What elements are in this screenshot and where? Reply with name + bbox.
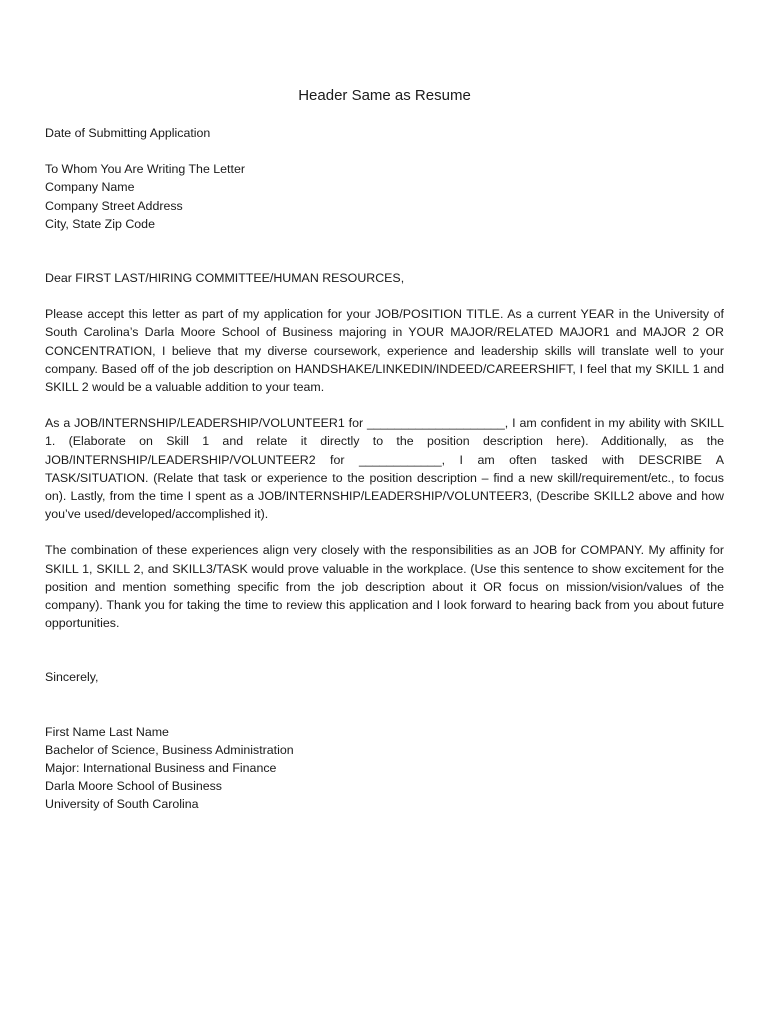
closing-line: Sincerely,: [45, 670, 99, 685]
signature-school: Darla Moore School of Business: [45, 779, 222, 794]
signature-major: Major: International Business and Finance: [45, 761, 277, 776]
signature-name: First Name Last Name: [45, 724, 169, 739]
closing: [45, 668, 724, 686]
recipient-city: City, State Zip Code: [45, 216, 155, 231]
signature-block: [45, 723, 724, 814]
recipient-name: To Whom You Are Writing The Letter: [45, 162, 245, 177]
recipient-company: Company Name: [45, 180, 135, 195]
recipient-address: [45, 160, 724, 233]
date-line: [45, 124, 724, 142]
paragraph-conclusion: The combination of these experiences align very closely with the responsibilities as an JOB for COMPANY. My affinity for SKILL 1, SKILL 2, and SKILL3/TASK would prove valuable in the workplace. (Use this sentence to show excitement for the position and mention something specific from the job description about it OR focus on mission/vision/values of the company). Thank you for taking the time to review this application and I look forward to hearing back from you about future opportunities.: [45, 543, 724, 631]
greeting-line: Dear FIRST LAST/HIRING COMMITTEE/HUMAN RESOURCES,: [45, 271, 405, 286]
salutation: [45, 269, 724, 287]
signature-degree: Bachelor of Science, Business Administration: [45, 742, 294, 757]
paragraph-intro: Please accept this letter as part of my application for your JOB/POSITION TITLE. As a current YEAR in the University of South Carolina’s Darla Moore School of Business majoring in YOUR MAJOR/RELATED MAJOR1 and MAJOR 2 OR CONCENTRATION, I believe that my diverse coursework, experience and leadership skills will translate well to your company. Based off of the job description on HANDSHAKE/LINKEDIN/INDEED/CAREERSHIFT, I feel that my SKILL 1 and SKILL 2 would be a valuable addition to your team.: [45, 307, 724, 395]
paragraph-experience: As a JOB/INTERNSHIP/LEADERSHIP/VOLUNTEER1 for ____________________, I am confident in my ability with SKILL 1. (Elaborate on Skill 1 and relate it directly to the position description here). Additionally, as the JOB/INTERNSHIP/LEADERSHIP/VOLUNTEER2 for ____________, I am often tasked with DESCRIBE A TASK/SITUATION. (Relate that task or experience to the position description – find a new skill/requirement/etc., to focus on). Lastly, from the time I spent as a JOB/INTERNSHIP/LEADERSHIP/VOLUNTEER3, (Describe SKILL2 above and how you’ve used/developed/accomplished it).: [45, 416, 724, 522]
letter-body: [45, 86, 724, 814]
recipient-street: Company Street Address: [45, 198, 183, 213]
submission-date: Date of Submitting Application: [45, 126, 211, 140]
page-header: Header Same as Resume: [298, 87, 471, 104]
signature-university: University of South Carolina: [45, 797, 199, 812]
